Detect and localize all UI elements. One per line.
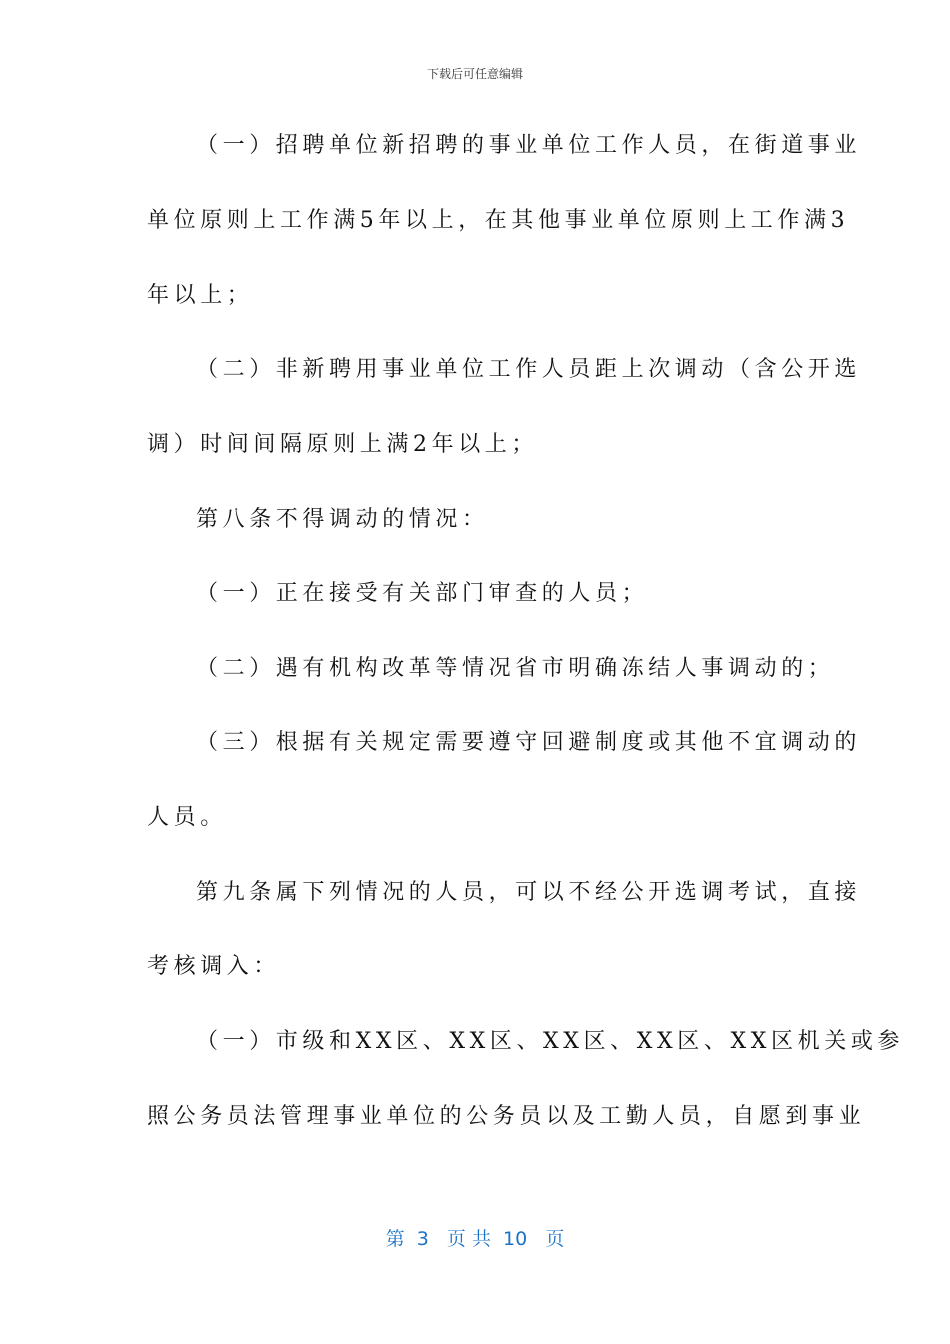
paragraph-line-8: （二）遇有机构改革等情况省市明确冻结人事调动的； (196, 656, 835, 681)
paragraph-line-10: 人员。 (147, 805, 227, 830)
paragraph-line-14: 照公务员法管理事业单位的公务员以及工勤人员，自愿到事业 (147, 1104, 866, 1129)
page-header: 下载后可任意编辑 (426, 67, 523, 81)
paragraph-line-2: 单位原则上工作满5年以上，在其他事业单位原则上工作满3 (147, 208, 850, 233)
page-number-footer: 第 3 页 共 10 页 (385, 1228, 565, 1250)
article-9-heading: 第九条属下列情况的人员，可以不经公开选调考试，直接 (196, 880, 862, 905)
paragraph-line-13: （一）市级和XX区、XX区、XX区、XX区、XX区机关或参 (196, 1029, 905, 1054)
paragraph-line-1: （一）招聘单位新招聘的事业单位工作人员，在街道事业 (196, 133, 862, 158)
paragraph-line-5: 调）时间间隔原则上满2年以上； (147, 432, 538, 457)
paragraph-line-9: （三）根据有关规定需要遵守回避制度或其他不宜调动的 (196, 730, 862, 755)
paragraph-line-4: （二）非新聘用事业单位工作人员距上次调动（含公开选 (196, 357, 862, 382)
article-8-heading: 第八条不得调动的情况： (196, 507, 489, 532)
paragraph-line-12: 考核调入： (147, 954, 281, 979)
paragraph-line-7: （一）正在接受有关部门审查的人员； (196, 581, 649, 606)
paragraph-line-3: 年以上； (147, 283, 254, 308)
